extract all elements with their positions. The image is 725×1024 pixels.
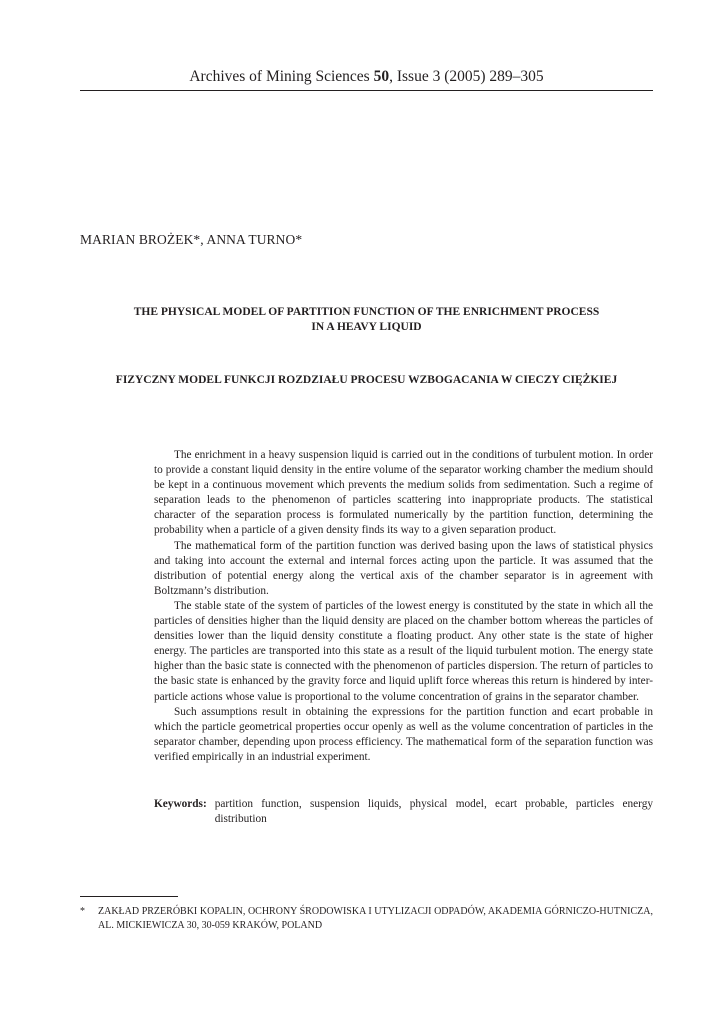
- title-english: [80, 305, 653, 335]
- abstract: [154, 448, 653, 765]
- footnote: [80, 905, 653, 932]
- footnote-affiliation: ZAKŁAD PRZERÓBKI KOPALIN, OCHRONY ŚRODOWISKA I UTYLIZACJI ODPADÓW, AKADEMIA GÓRNICZO-HUTNICZA, AL. MICKIEWICZA 30, 30-059 KRAKÓW, POLAND: [98, 906, 653, 931]
- abstract-paragraph: The stable state of the system of particles of the lowest energy is constituted by the state in which all the particles of densities higher than the liquid density are placed on the chamber bottom whereas the particles of densities lower than the liquid density constitute a floating product. Any other state is the state of higher energy. The particles are transported into this state as a result of the liquid turbulent motion. The energy state higher than the basic state is connected with the phenomenon of particles dispersion. The return of particles to the basic state is enhanced by the gravity force and liquid uplift force whereas this return is hindered by inter-particle actions whose value is proportional to the volume concentration of grains in the separator chamber.: [154, 599, 653, 703]
- abstract-paragraph: The mathematical form of the partition function was derived basing upon the laws of statistical physics and taking into account the external and internal forces acting upon the particle. It was assumed that the distribution of potential energy along the vertical axis of the chamber separator is in agreement with Boltzmann’s distribution.: [154, 539, 653, 597]
- journal-issue: , Issue 3 (2005) 289–305: [389, 68, 544, 85]
- keywords: [154, 797, 653, 827]
- abstract-paragraph: Such assumptions result in obtaining the expressions for the partition function and ecart probable in which the particle geometrical properties occur openly as well as the volume concentration of particles in the separator chamber, depending upon process efficiency. The mathematical form of the separation function was verified empirically in an industrial experiment.: [154, 705, 653, 763]
- header-rule: [80, 90, 653, 91]
- keywords-label: Keywords:: [154, 798, 207, 810]
- journal-header: [80, 67, 653, 87]
- title-polish: FIZYCZNY MODEL FUNKCJI ROZDZIAŁU PROCESU WZBOGACANIA W CIECZY CIĘŻKIEJ: [115, 374, 618, 386]
- title-english-line-2: IN A HEAVY LIQUID: [311, 321, 422, 333]
- journal-volume: 50: [373, 68, 390, 85]
- keywords-text: partition function, suspension liquids, physical model, ecart probable, particles energy distribution: [214, 798, 653, 826]
- abstract-paragraph: The enrichment in a heavy suspension liquid is carried out in the conditions of turbulent motion. In order to provide a constant liquid density in the entire volume of the separator working chamber the medium should be kept in a continuous movement which prevents the medium solids from sedimentation. Such a regime of separation leads to the phenomenon of particles scattering into inappropriate products. The statistical character of the separation process is formulated numerically by the partition function, determining the probability when a particle of a given density finds its way to a given separation product.: [154, 449, 653, 537]
- journal-name: Archives of Mining Sciences: [189, 68, 374, 85]
- title-english-line-1: THE PHYSICAL MODEL OF PARTITION FUNCTION OF THE ENRICHMENT PROCESS: [133, 306, 600, 318]
- footnote-mark: *: [80, 906, 85, 917]
- authors: MARIAN BROŻEK*, ANNA TURNO*: [80, 232, 303, 247]
- footnote-rule: [80, 896, 178, 897]
